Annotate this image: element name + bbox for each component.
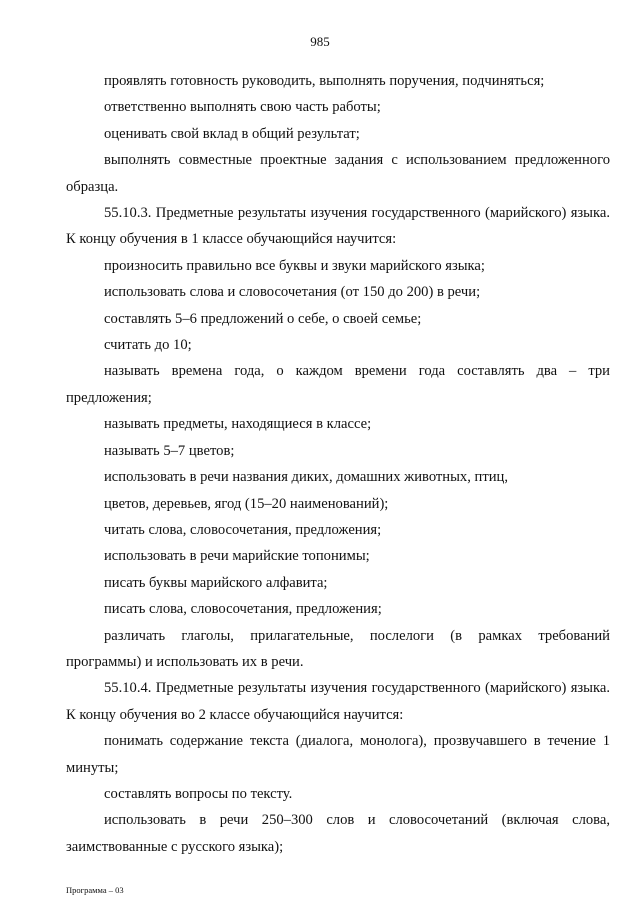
paragraph: составлять 5–6 предложений о себе, о своей семье; — [104, 310, 422, 327]
paragraph: ответственно выполнять свою часть работы; — [104, 99, 381, 116]
page-footer: Программа – 03 — [66, 885, 124, 895]
paragraph: произносить правильно все буквы и звуки марийского языка; — [104, 257, 485, 274]
section-heading-55-10-4: 55.10.4. Предметные результаты изучения государственного (марийского) языка. К концу обучения во 2 классе обучающийся научится: — [66, 680, 610, 723]
paragraph: писать слова, словосочетания, предложения; — [104, 601, 382, 618]
paragraph: выполнять совместные проектные задания с использованием предложенного образца. — [66, 152, 610, 195]
paragraph: считать до 10; — [104, 337, 192, 354]
paragraph: читать слова, словосочетания, предложения; — [104, 521, 382, 538]
paragraph: называть времена года, о каждом времени года составлять два – три предложения; — [66, 363, 610, 406]
paragraph: использовать в речи названия диких, домашних животных, птиц, — [104, 469, 508, 486]
paragraph: называть предметы, находящиеся в классе; — [104, 416, 372, 433]
section-heading-55-10-3: 55.10.3. Предметные результаты изучения государственного (марийского) языка. К концу обучения в 1 классе обучающийся научится: — [66, 205, 610, 248]
paragraph: использовать в речи 250–300 слов и словосочетаний (включая слова, заимствованные с русского языка); — [66, 812, 610, 855]
paragraph: оценивать свой вклад в общий результат; — [104, 125, 360, 142]
paragraph: различать глаголы, прилагательные, послелоги (в рамках требований программы) и использовать их в речи. — [66, 627, 610, 670]
paragraph: писать буквы марийского алфавита; — [104, 574, 328, 591]
document-body — [66, 68, 610, 860]
page-number: 985 — [310, 34, 330, 49]
paragraph: составлять вопросы по тексту. — [104, 785, 293, 802]
paragraph: цветов, деревьев, ягод (15–20 наименований); — [104, 495, 389, 512]
paragraph: использовать слова и словосочетания (от 150 до 200) в речи; — [104, 284, 481, 301]
paragraph: понимать содержание текста (диалога, монолога), прозвучавшего в течение 1 минуты; — [66, 733, 610, 776]
paragraph: использовать в речи марийские топонимы; — [104, 548, 370, 565]
paragraph: называть 5–7 цветов; — [104, 442, 235, 459]
paragraph: проявлять готовность руководить, выполнять поручения, подчиняться; — [104, 73, 545, 89]
